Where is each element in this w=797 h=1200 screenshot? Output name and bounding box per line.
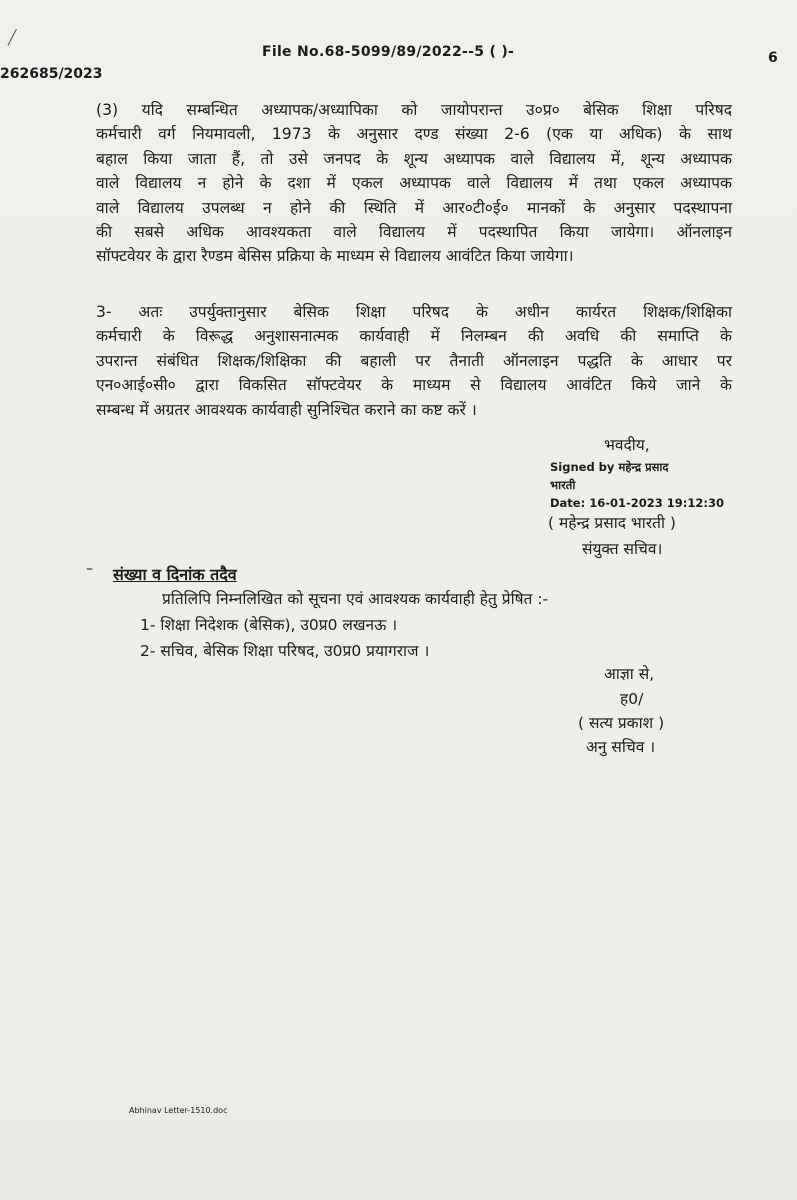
paragraph-line: सॉफ्टवेयर के द्वारा रैण्डम बेसिस प्रक्रिया के माध्यम से विद्यालय आवंटित किया जायेगा। xyxy=(96,247,574,266)
copy-intro: प्रतिलिपि निम्नलिखित को सूचना एवं आवश्यक कार्यवाही हेतु प्रेषित :- xyxy=(162,590,549,608)
paragraph-point-3 xyxy=(96,300,732,422)
paragraph-line: कर्मचारी के विरूद्ध अनुशासनात्मक कार्यवाही में निलम्बन की अवधि की समाप्ति के xyxy=(96,327,732,346)
recipient-item: 1- शिक्षा निदेशक (बेसिक), उ0प्र0 लखनऊ । xyxy=(140,616,398,634)
signed-short: ह0/ xyxy=(620,690,644,708)
order-line: आज्ञा से, xyxy=(604,665,655,683)
paragraph-line: एन०आई०सी० द्वारा विकसित सॉफ्टवेयर के माध्यम से विद्यालय आवंटित किये जाने के xyxy=(96,376,732,395)
corner-mark: ╱ xyxy=(8,30,17,46)
copy-heading: संख्या व दिनांक तदैव xyxy=(113,565,237,584)
closing-salutation: भवदीय, xyxy=(604,436,650,454)
signatory-designation: संयुक्त सचिव। xyxy=(582,540,663,558)
signed-by-name: महेन्द्र प्रसाद xyxy=(618,460,669,474)
signature-date: Date: 16-01-2023 19:12:30 xyxy=(550,496,724,510)
paragraph-line: कर्मचारी वर्ग नियमावली, 1973 के अनुसार दण्ड संख्या 2-6 (एक या अधिक) के साथ xyxy=(96,125,732,144)
signatory-name: ( महेन्द्र प्रसाद भारती ) xyxy=(548,514,676,532)
paragraph-line: वाले विद्यालय न होने के दशा में एकल अध्यापक वाले विद्यालय में तथा एकल अध्यापक xyxy=(96,174,732,193)
paragraph-line: 3- अतः उपर्युक्तानुसार बेसिक शिक्षा परिषद के अधीन कार्यरत शिक्षक/शिक्षिका xyxy=(96,303,732,321)
paragraph-line: (3) यदि सम्बन्धित अध्यापक/अध्यापिका को जायोपरान्त उ०प्र० बेसिक शिक्षा परिषद xyxy=(96,101,732,119)
paragraph-line: बहाल किया जाता हैं, तो उसे जनपद के शून्य अध्यापक वाले विद्यालय में, शून्य अध्यापक xyxy=(96,149,732,168)
signed-by-name-cont: भारती xyxy=(550,478,576,492)
recipient-item: 2- सचिव, बेसिक शिक्षा परिषद, उ0प्र0 प्रयागराज । xyxy=(140,642,430,660)
paragraph-line: की सबसे अधिक आवश्यकता वाले विद्यालय में पदस्थापित किया जायेगा। ऑनलाइन xyxy=(96,223,732,242)
digital-signature-block xyxy=(550,458,724,512)
officer-name: ( सत्य प्रकाश ) xyxy=(578,714,665,732)
paragraph-3 xyxy=(96,98,732,269)
page-number: 6 xyxy=(768,50,778,66)
paragraph-line: वाले विद्यालय उपलब्ध न होने की स्थिति में आर०टी०ई० मानकों के अनुसार पदस्थापना xyxy=(96,198,732,217)
margin-dash: – xyxy=(86,561,93,577)
paragraph-line: उपरान्त संबंधित शिक्षक/शिक्षिका की बहाली पर तैनाती ऑनलाइन पद्धति के आधार पर xyxy=(96,351,732,370)
paragraph-line: सम्बन्ध में अग्रतर आवश्यक कार्यवाही सुनिश्चित कराने का कष्ट करें । xyxy=(96,400,477,419)
officer-designation: अनु सचिव । xyxy=(586,738,656,756)
file-number: File No.68-5099/89/2022--5 ( )- xyxy=(262,44,515,60)
registration-number: 262685/2023 xyxy=(0,66,103,82)
signed-by-label: Signed by xyxy=(550,460,615,474)
document-filename: Abhinav Letter-1510.doc xyxy=(129,1106,228,1115)
